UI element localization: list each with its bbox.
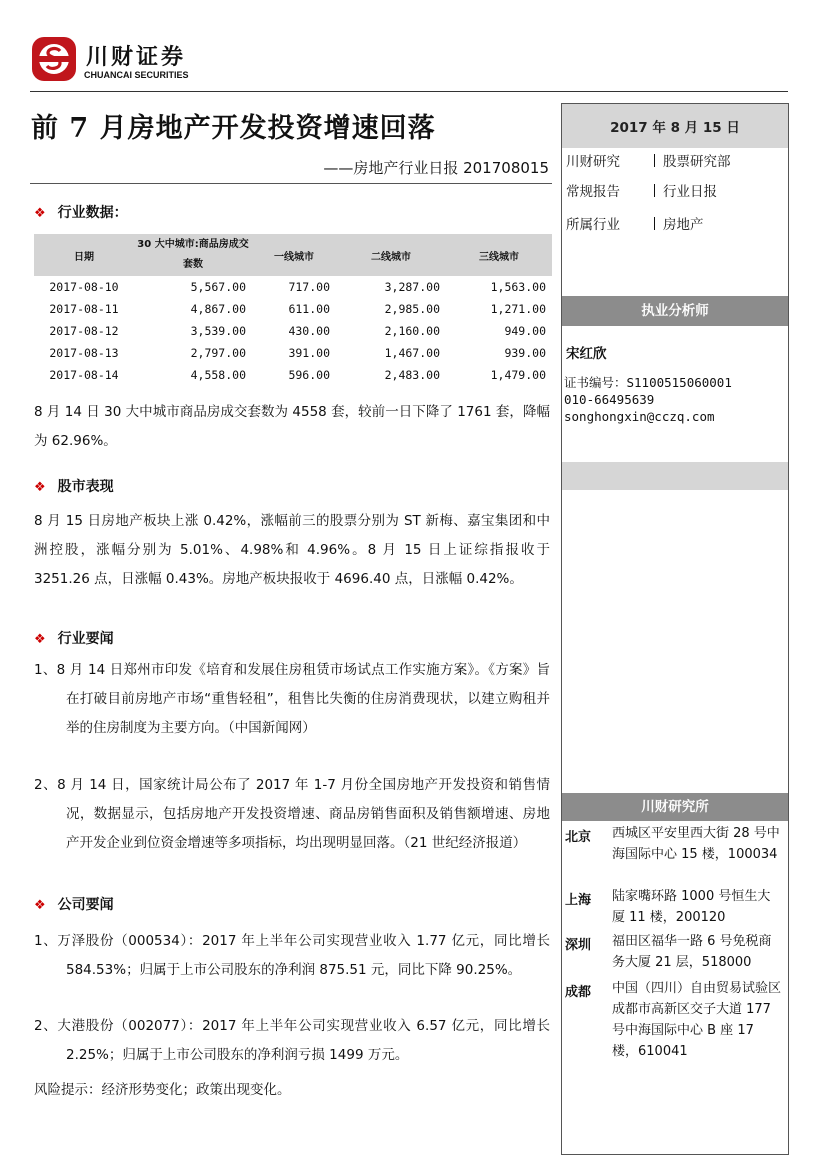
company-item: 2、大港股份（002077）：2017 年上半年公司实现营业收入 6.57 亿元，同比增长 2.25%；归属于上市公司股东的净利润亏损 1499 万元。 — [34, 1018, 550, 1063]
table-row — [34, 276, 552, 298]
table-cell: 949.00 — [504, 324, 546, 338]
news-item: 2、8 月 14 日，国家统计局公布了 2017 年 1-7 月份全国房地产开发投资和销售情况，数据显示，包括房地产开发投资增速、商品房销售面积及销售额增速、房地产开发企业到位资金增速等多项指标，均出现明显回落。（21 世纪经济报道） — [34, 777, 550, 851]
office-address: 福田区福华一路 6 号免税商务大厦 21 层，518000 — [612, 934, 772, 970]
meta-row: 川财研究 股票研究部 — [566, 154, 731, 170]
sidebar-grey-band — [562, 462, 788, 490]
table-cell: 430.00 — [288, 324, 330, 338]
office-address: 西城区平安里西大街 28 号中海国际中心 15 楼，100034 — [612, 826, 780, 862]
table-cell: 596.00 — [288, 368, 330, 382]
diamond-bullet-icon: ❖ — [34, 480, 46, 495]
analyst-cert: 证书编号：S1100515060001 — [564, 375, 732, 390]
table-cell: 2,985.00 — [384, 302, 440, 316]
table-cell: 4,867.00 — [190, 302, 246, 316]
analyst-header: 执业分析师 — [562, 296, 788, 326]
table-cell: 2017-08-13 — [49, 346, 119, 360]
company-logo-icon — [31, 36, 77, 82]
section-industry-data: ❖ 行业数据： — [34, 205, 128, 221]
table-cell: 5,567.00 — [190, 280, 246, 294]
table-cell: 391.00 — [288, 346, 330, 360]
section-company-news: ❖ 公司要闻 — [34, 897, 114, 913]
table-cell: 2017-08-12 — [49, 324, 119, 338]
analyst-phone: 010-66495639 — [564, 392, 655, 407]
section-industry-news: ❖ 行业要闻 — [34, 631, 114, 647]
office-city: 深圳 — [565, 938, 592, 953]
table-row — [34, 364, 552, 386]
table-cell: 3,539.00 — [190, 324, 246, 338]
table-cell: 2,160.00 — [384, 324, 440, 338]
diamond-bullet-icon: ❖ — [34, 898, 46, 913]
risk-notice: 风险提示：经济形势变化；政策出现变化。 — [34, 1082, 291, 1098]
logo-chinese-name: 川财证券 — [86, 45, 187, 70]
table-cell: 3,287.00 — [384, 280, 440, 294]
section-market: ❖ 股市表现 — [34, 479, 114, 495]
table-cell: 2,797.00 — [190, 346, 246, 360]
table-row — [34, 342, 552, 364]
column-header: 三线城市 — [446, 234, 552, 276]
table-cell: 2017-08-10 — [49, 280, 119, 294]
logo-english-name: CHUANCAI SECURITIES — [84, 70, 189, 80]
table-cell: 1,563.00 — [490, 280, 546, 294]
office-city: 北京 — [565, 830, 592, 845]
table-cell: 2017-08-14 — [49, 368, 119, 382]
table-cell: 2,483.00 — [384, 368, 440, 382]
office-city: 成都 — [565, 985, 592, 1000]
table-cell: 4,558.00 — [190, 368, 246, 382]
office-address: 中国（四川）自由贸易试验区成都市高新区交子大道 177 号中海国际中心 B 座 17 楼，610041 — [612, 981, 782, 1059]
table-header-row — [34, 234, 552, 276]
column-header: 二线城市 — [336, 234, 446, 276]
column-header: 日期 — [34, 234, 134, 276]
analyst-name: 宋红欣 — [566, 346, 607, 362]
institute-header: 川财研究所 — [562, 793, 788, 821]
column-header: 一线城市 — [252, 234, 336, 276]
table-row — [34, 320, 552, 342]
office-address: 陆家嘴环路 1000 号恒生大厦 11 楼，200120 — [612, 889, 771, 925]
table-cell: 939.00 — [504, 346, 546, 360]
header-divider — [30, 91, 788, 92]
data-summary-paragraph: 8 月 14 日 30 大中城市商品房成交套数为 4558 套，较前一日下降了 1761 套，降幅为 62.96%。 — [34, 404, 550, 449]
report-subtitle: ——房地产行业日报 201708015 — [323, 159, 549, 177]
company-item: 1、万泽股份（000534）：2017 年上半年公司实现营业收入 1.77 亿元，同比增长 584.53%；归属于上市公司股东的净利润 875.51 元，同比下降 90.25%。 — [34, 933, 550, 978]
report-title: 前 7 月房地产开发投资增速回落 — [31, 113, 436, 144]
meta-row: 常规报告 行业日报 — [566, 184, 717, 200]
table-cell: 1,271.00 — [490, 302, 546, 316]
analyst-email: songhongxin@cczq.com — [564, 409, 715, 424]
report-date: 2017 年 8 月 15 日 — [610, 120, 740, 136]
table-cell: 717.00 — [288, 280, 330, 294]
market-paragraph: 8 月 15 日房地产板块上涨 0.42%，涨幅前三的股票分别为 ST 新梅、嘉宝集团和中洲控股，涨幅分别为 5.01%、4.98%和 4.96%。8 月 15 日上证综指报收于 3251.26 点，日涨幅 0.43%。房地产板块报收于 4696.40 点，日涨幅 0.42%。 — [34, 513, 550, 587]
news-item: 1、8 月 14 日郑州市印发《培育和发展住房租赁市场试点工作实施方案》。《方案》旨在打破目前房地产市场“重售轻租”，租售比失衡的住房消费现状，以建立购租并举的住房制度为主要方向。（中国新闻网） — [34, 662, 550, 736]
table-cell: 611.00 — [288, 302, 330, 316]
table-cell: 1,479.00 — [490, 368, 546, 382]
title-divider — [30, 183, 552, 184]
meta-row: 所属行业 房地产 — [566, 217, 704, 233]
table-cell: 2017-08-11 — [49, 302, 119, 316]
diamond-bullet-icon: ❖ — [34, 206, 46, 221]
office-city: 上海 — [565, 893, 592, 908]
column-header: 30 大中城市:商品房成交套数 — [134, 234, 252, 276]
table-row — [34, 298, 552, 320]
table-cell: 1,467.00 — [384, 346, 440, 360]
diamond-bullet-icon: ❖ — [34, 632, 46, 647]
sales-data-table — [34, 234, 552, 386]
